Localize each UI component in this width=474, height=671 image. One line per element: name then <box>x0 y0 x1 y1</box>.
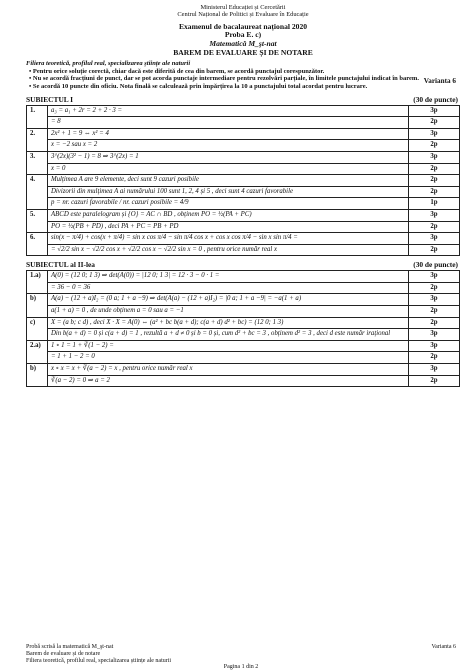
item-solution <box>48 151 409 174</box>
line-separator <box>48 328 408 329</box>
subject-2-heading <box>26 260 458 269</box>
barem-title: BAREM DE EVALUARE ȘI DE NOTARE <box>173 47 313 57</box>
item-number: b) <box>27 294 48 317</box>
points-value: 2p <box>430 283 438 291</box>
solution-line: X = (a b; c d) , deci X · X = A(0) ⇔ (a² + bc b(a + d); c(a + d) d² + bc) = (12 0; 1 3) <box>51 318 284 326</box>
line-separator <box>48 186 408 187</box>
points-value: 3p <box>430 365 438 373</box>
subject-1-points: (30 de puncte) <box>413 94 458 104</box>
item-number: 6. <box>27 233 48 256</box>
item-number: 2. <box>27 128 48 151</box>
subject-1-title: SUBIECTUL I <box>26 94 74 104</box>
line-separator <box>48 163 408 164</box>
subject-1-heading <box>26 95 458 104</box>
points-value: 2p <box>430 176 438 184</box>
solution-line: 3^(2x)(3² − 1) = 8 ⇒ 3^(2x) = 1 <box>51 152 139 160</box>
item-solution <box>48 175 409 210</box>
solution-line: sin(x − π/4) + cos(x + π/4) = sin x cos π/4 − sin π/4 cos x + cos x cos π/4 − sin x sin π/4 = <box>51 234 298 242</box>
item-points <box>409 151 460 174</box>
solution-line: ∛(a − 2) = 0 ⇒ a = 2 <box>51 376 110 384</box>
line-separator <box>48 139 408 140</box>
variant-label: Varianta 6 <box>423 77 456 85</box>
solution-line: = √2/2 sin x − √2/2 cos x + √2/2 cos x − √2/2 sin x = 0 , pentru orice număr real x <box>51 245 277 253</box>
line-separator <box>409 197 459 198</box>
item-number: 3. <box>27 151 48 174</box>
points-value: 3p <box>430 106 438 114</box>
solution-line: Divizorii din mulțimea A ai numărului 100 sunt 1, 2, 4 și 5 , deci sunt 4 cazuri favorabile <box>51 187 293 195</box>
item-points <box>409 340 460 363</box>
item-row <box>27 271 460 294</box>
line-separator <box>409 163 459 164</box>
line-separator <box>409 351 459 352</box>
item-solution <box>48 340 409 363</box>
item-solution <box>48 294 409 317</box>
points-value: 2p <box>430 164 438 172</box>
item-number: 1.a) <box>27 271 48 294</box>
exam-proba: Proba E. c) <box>224 30 262 40</box>
line-separator <box>48 375 408 376</box>
points-value: 3p <box>430 129 438 137</box>
intro-block <box>26 60 460 90</box>
solution-line: a₃ = a₁ + 2r = 2 + 2 · 3 = <box>51 106 123 114</box>
points-value: 2p <box>430 376 438 384</box>
solution-line: = 36 − 0 = 36 <box>51 283 91 291</box>
solution-line: Mulțimea A are 9 elemente, deci sunt 9 cazuri posibile <box>51 176 199 184</box>
intro-bullet-2: • Nu se acordă fracțiuni de punct, dar se pot acorda punctaje intermediare pentru rezolvări parțiale, în limitele punctajului indicat în barem. <box>29 75 419 83</box>
line-separator <box>48 351 408 352</box>
points-value: 2p <box>430 141 438 149</box>
solution-line: = 8 <box>51 118 61 126</box>
points-value: 2p <box>430 245 438 253</box>
line-separator <box>409 221 459 222</box>
item-number: 1. <box>27 105 48 128</box>
item-solution <box>48 128 409 151</box>
solution-line: Din b(a + d) = 0 și c(a + d) = 1 , rezultă a + d ≠ 0 și b = 0 și, cum d² + bc = 3 , obținem d² = 3 , deci d este număr irațional <box>51 330 391 338</box>
points-value: 2p <box>430 318 438 326</box>
line-separator <box>409 305 459 306</box>
item-number: c) <box>27 317 48 340</box>
points-value: 3p <box>430 234 438 242</box>
item-solution <box>48 105 409 128</box>
item-solution <box>48 209 409 232</box>
subject-2-title: SUBIECTUL al II-lea <box>26 260 95 270</box>
item-row <box>27 175 460 210</box>
item-points <box>409 105 460 128</box>
exam-subject: Matematică M_şt-nat <box>209 39 277 48</box>
item-number: 2.a) <box>27 340 48 363</box>
item-number: b) <box>27 364 48 387</box>
item-row <box>27 294 460 317</box>
points-value: 2p <box>430 353 438 361</box>
item-points <box>409 294 460 317</box>
item-solution <box>48 233 409 256</box>
item-points <box>409 128 460 151</box>
item-number: 5. <box>27 209 48 232</box>
exam-title <box>26 23 460 57</box>
points-value: 2p <box>430 118 438 126</box>
exam-name: Examenul de bacalaureat național 2020 <box>178 21 308 31</box>
item-solution <box>48 364 409 387</box>
footer-line-1: Probă scrisă la matematică M_şt-nat <box>26 644 114 650</box>
solution-line: = 1 + 1 − 2 = 0 <box>51 353 95 361</box>
item-points <box>409 233 460 256</box>
line-separator <box>48 221 408 222</box>
solution-line: 1 ∘ 1 = 1 + ∛(1 − 2) = <box>51 341 114 349</box>
line-separator <box>48 116 408 117</box>
item-row <box>27 317 460 340</box>
item-points <box>409 209 460 232</box>
filiera-line: Filiera teoretică, profilul real, specializarea științe ale naturii <box>26 60 191 68</box>
line-separator <box>409 328 459 329</box>
subject-1-table <box>26 105 460 257</box>
points-value: 3p <box>430 295 438 303</box>
line-separator <box>409 139 459 140</box>
points-value: 3p <box>430 341 438 349</box>
item-points <box>409 271 460 294</box>
line-separator <box>48 282 408 283</box>
item-points <box>409 175 460 210</box>
item-points <box>409 317 460 340</box>
center-name: Centrul Național de Politici și Evaluare în Educație <box>177 11 309 19</box>
page-number: Pagina 1 din 2 <box>223 664 259 671</box>
solution-line: a(1 + a) = 0 , de unde obținem a = 0 sau a = −1 <box>51 307 184 315</box>
item-row <box>27 233 460 256</box>
line-separator <box>48 244 408 245</box>
line-separator <box>48 197 408 198</box>
line-separator <box>409 282 459 283</box>
item-row <box>27 128 460 151</box>
solution-line: x ∘ x = x + ∛(a − 2) = x , pentru orice număr real x <box>51 365 193 373</box>
points-value: 3p <box>430 152 438 160</box>
line-separator <box>409 116 459 117</box>
line-separator <box>409 186 459 187</box>
line-separator <box>48 305 408 306</box>
points-value: 2p <box>430 222 438 230</box>
footer-variant: Varianta 6 <box>431 644 456 650</box>
ministry-header <box>26 4 460 19</box>
page-footer <box>26 644 456 671</box>
solution-line: A(0) = (12 0; 1 3) ⇒ det(A(0)) = |12 0; 1 3| = 12 · 3 − 0 · 1 = <box>51 272 220 280</box>
footer-line-3: Filiera teoretică, profilul real, specializarea științe ale naturii <box>26 657 172 664</box>
points-value: 3p <box>430 210 438 218</box>
item-row <box>27 364 460 387</box>
subject-2-table <box>26 270 460 387</box>
solution-line: A(a) − (12 + a)I₂ = (0 a; 1 + a −9) ⇒ det(A(a) − (12 + a)I₂) = |0 a; 1 + a −9| = −a(1 + a) <box>51 295 302 303</box>
points-value: 3p <box>430 272 438 280</box>
item-solution <box>48 271 409 294</box>
points-value: 3p <box>430 330 438 338</box>
item-solution <box>48 317 409 340</box>
line-separator <box>409 375 459 376</box>
item-points <box>409 364 460 387</box>
footer-line-2: Barem de evaluare și de notare <box>26 650 101 657</box>
solution-line: x = −2 sau x = 2 <box>51 141 98 149</box>
ministry-name: Ministerul Educației și Cercetării <box>200 4 286 11</box>
points-value: 2p <box>430 187 438 195</box>
solution-line: ABCD este paralelogram și {O} = AC ∩ BD , obținem PO = ½(PA + PC) <box>51 210 252 218</box>
solution-line: x = 0 <box>51 164 66 172</box>
solution-line: PO = ½(PB + PD) , deci PA + PC = PB + PD <box>51 222 179 230</box>
points-value: 2p <box>430 307 438 315</box>
item-number: 4. <box>27 175 48 210</box>
intro-bullet-3: • Se acordă 10 puncte din oficiu. Nota finală se calculează prin împărțirea la 10 a punctajului total acordat pentru lucrare. <box>29 82 368 90</box>
item-row <box>27 105 460 128</box>
intro-bullet-1: • Pentru orice soluție corectă, chiar dacă este diferită de cea din barem, se acordă punctajul corespunzător. <box>29 67 325 75</box>
item-row <box>27 151 460 174</box>
subject-2-points: (30 de puncte) <box>413 260 458 270</box>
solution-line: p = nr. cazuri favorabile / nr. cazuri posibile = 4/9 <box>51 199 189 207</box>
points-value: 1p <box>430 199 438 207</box>
solution-line: 2x² + 1 = 9 ⇔ x² = 4 <box>51 129 109 137</box>
item-row <box>27 209 460 232</box>
item-row <box>27 340 460 363</box>
line-separator <box>409 244 459 245</box>
